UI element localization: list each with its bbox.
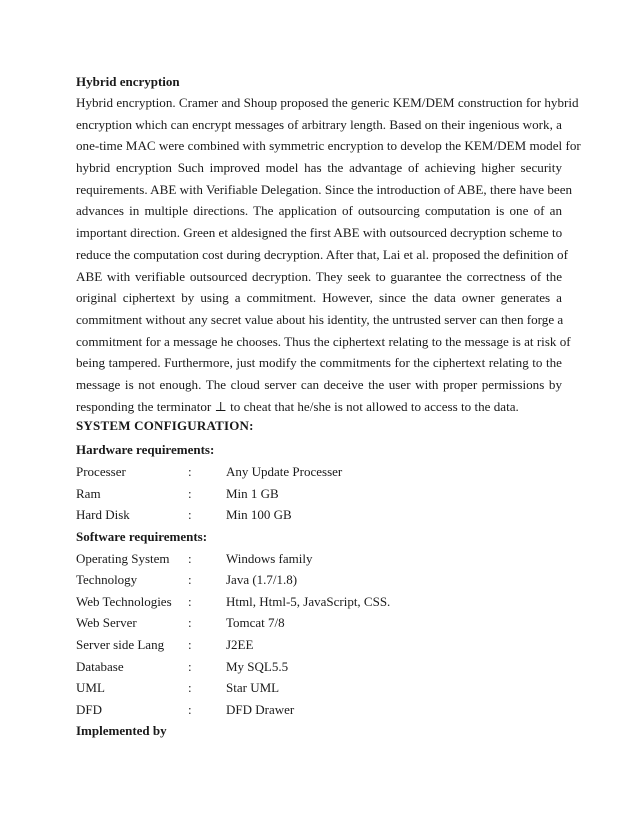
requirement-colon: : [188,507,192,522]
paragraph-line: being tampered. Furthermore, just modify the commitments for the ciphertext relating to the [76,355,562,371]
requirement-colon: : [188,637,192,652]
paragraph-line: one-time MAC were combined with symmetric encryption to develop the KEM/DEM model for [76,138,581,154]
software-row-server-side-lang [76,636,496,654]
paragraph-line: reduce the computation cost during decryption. After that, Lai et al. proposed the definition of [76,246,568,262]
requirement-label: Processer [76,464,126,479]
requirement-value: DFD Drawer [226,702,295,717]
software-row-web-technologies [76,593,496,611]
requirement-value: Java (1.7/1.8) [226,572,298,587]
paragraph-line: responding the terminator ⊥ to cheat that he/she is not allowed to access to the data. [76,398,519,414]
requirement-value: Html, Html-5, JavaScript, CSS. [226,594,391,609]
paragraph-line: original ciphertext by using a commitment. However, since the data owner generates a [76,290,562,306]
paragraph-line: commitment for a message he chooses. Thus the ciphertext relating to the message is at risk of [76,333,571,349]
paragraph-line: important direction. Green et aldesigned the first ABE with outsourced decryption scheme to [76,225,563,241]
section-title: Hybrid encryption [76,74,180,89]
requirement-colon: : [188,572,192,587]
requirement-colon: : [188,702,192,717]
requirement-label: Operating System [76,551,170,566]
hardware-row-processor [76,463,496,481]
paragraph-line: commitment without any secret value about his identity, the untrusted server can then forge a [76,311,564,327]
hardware-row-ram [76,485,496,503]
requirement-label: Server side Lang [76,637,165,652]
requirement-value: My SQL5.5 [226,659,289,674]
requirement-value: J2EE [226,637,254,652]
software-row-database [76,658,496,676]
software-row-dfd [76,701,496,719]
hardware-row-hard-disk [76,506,496,524]
requirement-value: Windows family [226,551,313,566]
requirement-value: Tomcat 7/8 [226,615,285,630]
software-row-uml [76,679,496,697]
hardware-requirements-title: Hardware requirements: [76,442,215,457]
requirement-colon: : [188,615,192,630]
system-configuration-title: SYSTEM CONFIGURATION: [76,418,254,433]
requirement-colon: : [188,659,192,674]
requirement-colon: : [188,680,192,695]
paragraph-line: advances in multiple directions. The application of outsourcing computation is one of an [76,203,562,219]
requirement-value: Star UML [226,680,280,695]
requirement-colon: : [188,486,192,501]
software-row-technology [76,571,496,589]
paragraph-line: ABE with verifiable outsourced decryption. They seek to guarantee the correctness of the [76,268,562,284]
requirement-colon: : [188,551,192,566]
requirement-label: Web Server [76,615,137,630]
requirement-label: Hard Disk [76,507,130,522]
requirement-label: Web Technologies [76,594,172,609]
paragraph-line: Hybrid encryption. Cramer and Shoup proposed the generic KEM/DEM construction for hybrid [76,95,579,110]
paragraph-line: hybrid encryption Such improved model has the advantage of achieving higher security [76,160,562,176]
requirement-value: Min 100 GB [226,507,292,522]
requirement-label: DFD [76,702,103,717]
software-row-web-server [76,614,496,632]
requirement-label: Technology [76,572,138,587]
requirement-colon: : [188,464,192,479]
requirement-label: Database [76,659,124,674]
software-row-operating-system [76,550,496,568]
requirement-colon: : [188,594,192,609]
paragraph-line: message is not enough. The cloud server can deceive the user with proper permissions by [76,376,562,392]
paragraph-line: encryption which can encrypt messages of arbitrary length. Based on their ingenious work, a [76,116,562,132]
paragraph-line: requirements. ABE with Verifiable Delegation. Since the introduction of ABE, there have been [76,181,573,197]
software-requirements-title: Software requirements: [76,529,208,544]
requirement-label: UML [76,680,105,695]
requirement-label: Ram [76,486,101,501]
implemented-by-heading: Implemented by [76,723,167,738]
requirement-value: Any Update Processer [226,464,343,479]
requirement-value: Min 1 GB [226,486,279,501]
body-paragraph [76,92,581,417]
